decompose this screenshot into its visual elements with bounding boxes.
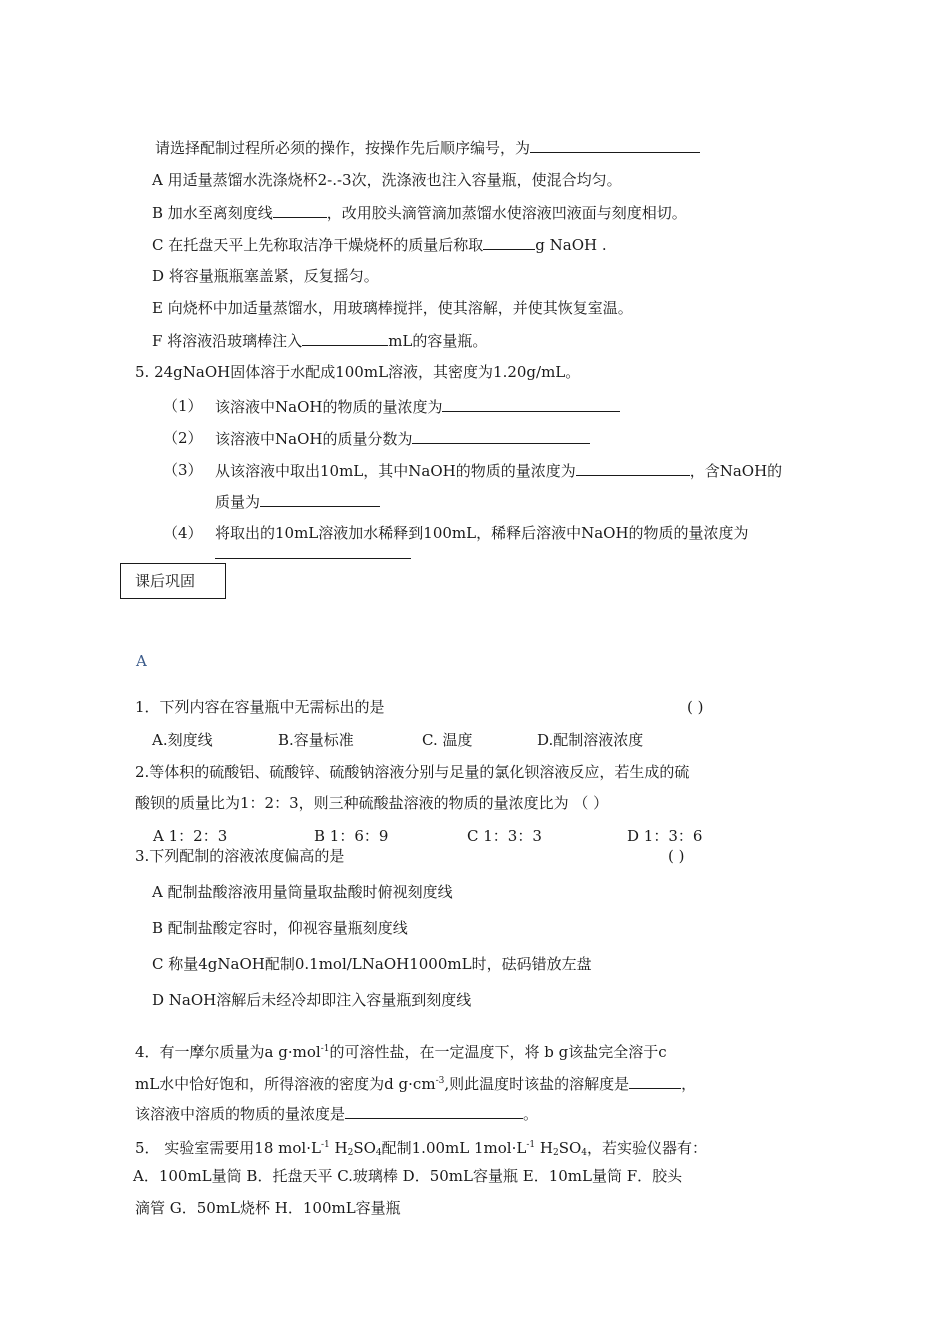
quiz-q2-option-a[interactable]: A 1：2：3 (153, 827, 228, 845)
q4-text-4: ,则此温度时该盐的溶解度是 (444, 1075, 630, 1093)
step-b-text-2: ，改用胶头滴管滴加蒸馏水使溶液凹液面与刻度相切。 (326, 204, 687, 222)
step-b-text: B 加水至离刻度线 (152, 204, 273, 222)
quiz-q3-option-a[interactable]: A 配制盐酸溶液用量筒量取盐酸时俯视刻度线 (152, 883, 453, 901)
quiz-q2-option-d[interactable]: D 1：3：6 (627, 827, 703, 845)
q5b-sup-2: -1 (526, 1140, 536, 1150)
quiz-q4-line3 (135, 1103, 538, 1124)
q5-part1 (215, 396, 620, 417)
quiz-q4-line2 (135, 1071, 696, 1094)
quiz-q4-line1 (135, 1039, 667, 1062)
quiz-q1-option-d[interactable]: D.配制溶液浓度 (537, 731, 644, 749)
q5b-sub-3: 2 (552, 1148, 559, 1158)
q4-text-6: 该溶液中溶质的物质的量浓度是 (135, 1105, 346, 1123)
q5-part3-text-3: 质量为 (215, 493, 261, 511)
quiz-q5-line1 (135, 1135, 707, 1163)
answer-blank[interactable] (576, 460, 690, 476)
step-c (152, 234, 607, 255)
step-c-text: C 在托盘天平上先称取洁净干燥烧杯的质量后称取 (152, 236, 484, 254)
quiz-q3-stem: 3.下列配制的溶液浓度偏高的是 (135, 847, 345, 865)
step-f (152, 330, 487, 351)
q4-text-3: mL水中恰好饱和，所得溶液的密度为d g·cm (135, 1075, 436, 1093)
quiz-q1-stem: 1．下列内容在容量瓶中无需标出的是 (135, 698, 385, 716)
q4-text-5: ， (681, 1075, 697, 1093)
answer-blank[interactable] (215, 543, 411, 559)
q4-sup-1: -1 (320, 1044, 330, 1054)
quiz-q2-option-c[interactable]: C 1：3：3 (467, 827, 542, 845)
q5b-text-5: H (535, 1139, 553, 1157)
section-label: A (136, 652, 147, 670)
q4-text-7: 。 (523, 1105, 539, 1123)
section-heading: 课后巩固 (135, 572, 196, 590)
answer-blank[interactable] (345, 1103, 523, 1119)
answer-blank[interactable] (273, 202, 327, 218)
quiz-q2-line1: 2.等体积的硫酸铝、硫酸锌、硫酸钠溶液分别与足量的氯化钡溶液反应，若生成的硫 (135, 763, 690, 781)
section-heading-box (120, 563, 226, 599)
q5b-sup-1: -1 (320, 1140, 330, 1150)
q5-part1-num: （1） (163, 397, 203, 415)
q5-part4-num: （4） (163, 524, 203, 542)
quiz-q3-option-d[interactable]: D NaOH溶解后未经冷却即注入容量瓶到刻度线 (152, 991, 472, 1009)
q5-part2-text: 该溶液中NaOH的质量分数为 (215, 430, 413, 448)
quiz-q3-option-c[interactable]: C 称量4gNaOH配制0.1mol/LNaOH1000mL时，砝码错放左盘 (152, 955, 592, 973)
q5-part4: 将取出的10mL溶液加水稀释到100mL，稀释后溶液中NaOH的物质的量浓度为 (215, 524, 749, 542)
answer-blank[interactable] (442, 396, 620, 412)
q5b-text-4: 配制1.00mL 1mol·L (381, 1139, 527, 1157)
step-f-text-2: mL的容量瓶。 (388, 332, 488, 350)
q5-part2 (215, 428, 590, 449)
q5b-text-1: 5． 实验室需要用18 mol·L (135, 1139, 321, 1157)
step-b (152, 202, 687, 223)
order-prompt (155, 137, 700, 158)
q5b-sub-1: 2 (347, 1148, 354, 1158)
q5b-text-3: SO (353, 1139, 376, 1157)
answer-blank[interactable] (530, 137, 700, 153)
answer-blank[interactable] (483, 234, 535, 250)
q4-text-1: 4．有一摩尔质量为a g·mol (135, 1043, 321, 1061)
q5b-sub-4: 4 (581, 1148, 588, 1158)
quiz-q1-option-c[interactable]: C. 温度 (422, 731, 473, 749)
quiz-q1-paren: ( ) (687, 698, 704, 716)
step-f-text: F 将溶液沿玻璃棒注入 (152, 332, 303, 350)
quiz-q3-option-b[interactable]: B 配制盐酸定容时，仰视容量瓶刻度线 (152, 919, 408, 937)
q5b-text-7: ，若实验仪器有： (587, 1139, 708, 1157)
step-d: D 将容量瓶瓶塞盖紧，反复摇匀。 (152, 267, 379, 285)
quiz-q2-line2: 酸钡的质量比为1：2：3，则三种硫酸盐溶液的物质的量浓度比为 （ ） (135, 794, 609, 812)
quiz-q1-option-a[interactable]: A.刻度线 (152, 731, 213, 749)
q5b-text-6: SO (558, 1139, 582, 1157)
quiz-q3-paren: ( ) (668, 847, 685, 865)
quiz-q5-line2: A．100mL量筒 B．托盘天平 C.玻璃棒 D．50mL容量瓶 E．10mL量筒 F．胶头 (133, 1167, 683, 1185)
q5-part4-blank-line (215, 543, 411, 564)
q5-part3-cont (215, 491, 380, 512)
quiz-q5-line3: 滴管 G．50mL烧杯 H．100mL容量瓶 (135, 1199, 401, 1217)
q5-part3-num: （3） (163, 461, 203, 479)
q4-sup-2: -3 (435, 1076, 445, 1086)
question-5-stem: 5. 24gNaOH固体溶于水配成100mL溶液，其密度为1.20g/mL。 (135, 363, 581, 381)
q5-part2-num: （2） (163, 429, 203, 447)
step-a: A 用适量蒸馏水洗涤烧杯2-.-3次，洗涤液也注入容量瓶，使混合均匀。 (152, 171, 622, 189)
q5b-sub-2: 4 (375, 1148, 382, 1158)
quiz-q2-option-b[interactable]: B 1：6：9 (314, 827, 389, 845)
answer-blank[interactable] (629, 1073, 681, 1089)
q5-part3-text: 从该溶液中取出10mL，其中NaOH的物质的量浓度为 (215, 462, 576, 480)
prompt-text: 请选择配制过程所必须的操作，按操作先后顺序编号，为 (155, 139, 531, 157)
step-e: E 向烧杯中加适量蒸馏水，用玻璃棒搅拌，使其溶解，并使其恢复室温。 (152, 299, 633, 317)
q4-text-2: 的可溶性盐，在一定温度下，将 b g该盐完全溶于c (329, 1043, 667, 1061)
answer-blank[interactable] (302, 330, 388, 346)
quiz-q1-option-b[interactable]: B.容量标准 (278, 731, 354, 749)
q5b-text-2: H (329, 1139, 348, 1157)
answer-blank[interactable] (412, 428, 590, 444)
step-c-text-2: g NaOH . (535, 236, 607, 254)
answer-blank[interactable] (260, 491, 380, 507)
q5-part3 (215, 460, 782, 481)
q5-part1-text: 该溶液中NaOH的物质的量浓度为 (215, 398, 443, 416)
q5-part3-text-2: ，含NaOH的 (689, 462, 783, 480)
